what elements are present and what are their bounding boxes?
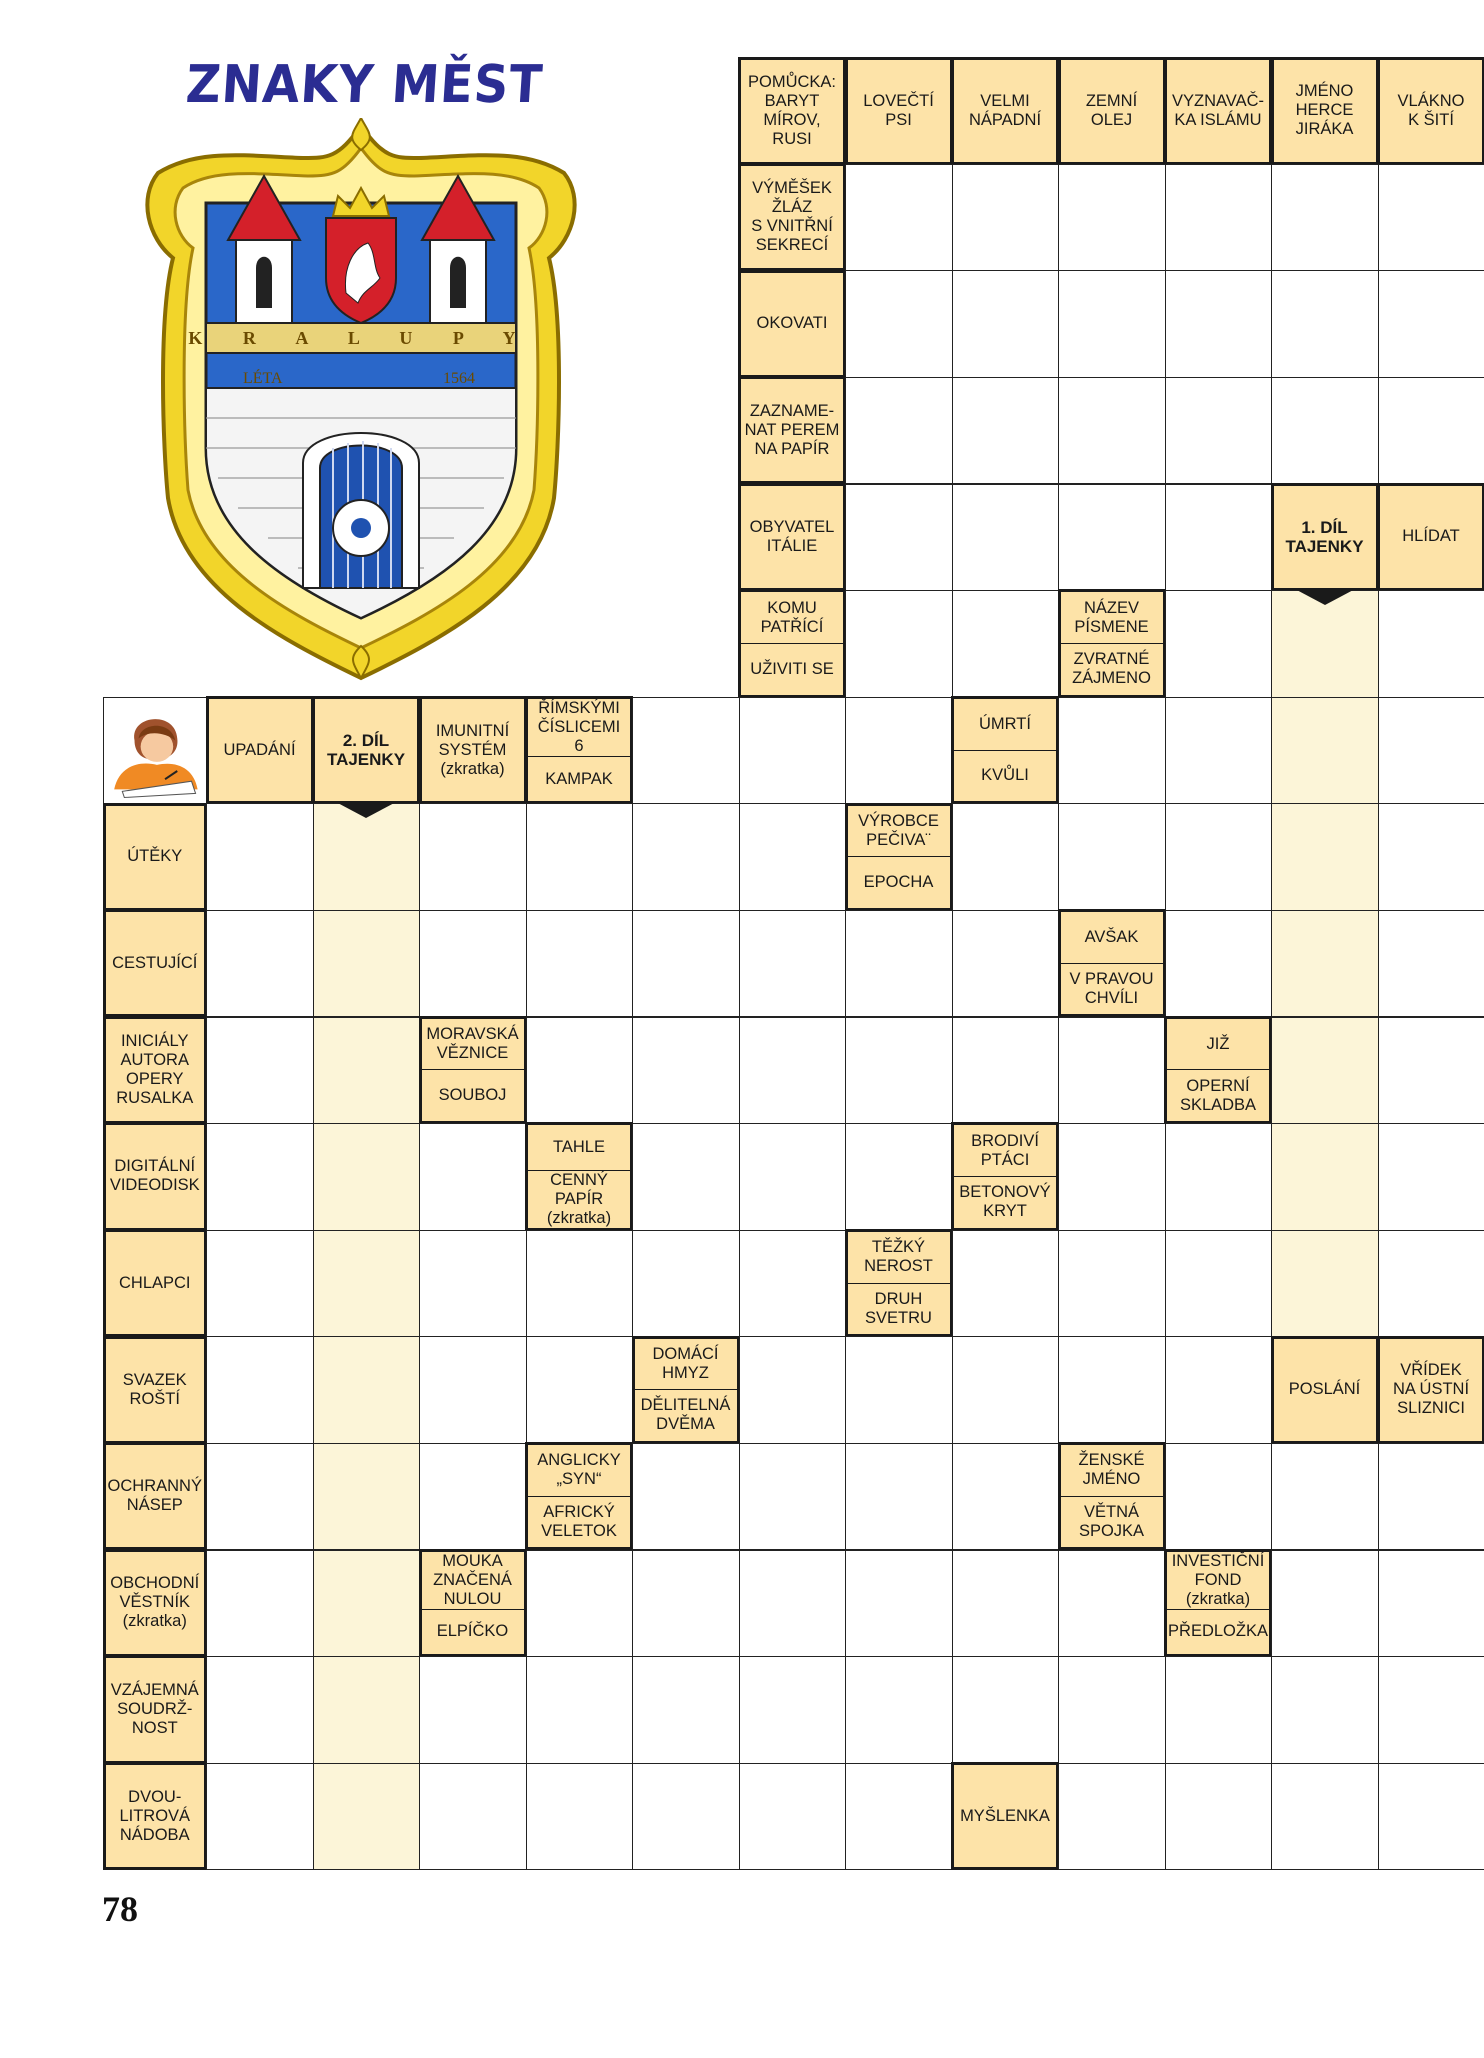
answer-cell[interactable] [1378,1123,1484,1230]
answer-cell[interactable] [845,1123,952,1230]
answer-cell[interactable] [952,1443,1059,1550]
clue-text: VYZNAVAČ- KA ISLÁMU [1172,91,1264,129]
answer-cell[interactable] [419,1336,526,1443]
empty-space [633,591,740,698]
crossword-grid [104,58,1484,2058]
clue-text: VÝROBCE PEČIVA¨ [858,811,939,849]
answer-cell[interactable] [1165,1336,1272,1443]
empty-space [527,378,634,485]
solution-cell[interactable] [313,1656,420,1763]
answer-cell[interactable] [632,803,739,910]
clue-text: KVŮLI [954,750,1056,802]
answer-cell[interactable] [739,1550,846,1657]
clue-avsak [1058,909,1166,1017]
empty-space [104,165,207,272]
answer-cell[interactable] [206,1443,313,1550]
answer-cell[interactable] [1058,270,1165,377]
answer-cell[interactable] [1058,1656,1165,1763]
clue-lovecti-psi [845,57,953,165]
answer-cell[interactable] [206,803,313,910]
clue-text: JIŽ [1206,1034,1230,1053]
answer-cell[interactable] [1058,1017,1165,1124]
answer-cell[interactable] [1271,1763,1378,1870]
clue-text: ŘÍMSKÝMI ČÍSLICEMI 6 [537,699,621,756]
answer-cell[interactable] [1271,270,1378,377]
answer-cell[interactable] [952,1656,1059,1763]
solution-cell[interactable] [313,1443,420,1550]
answer-cell[interactable] [739,910,846,1017]
answer-cell[interactable] [1058,803,1165,910]
clue-vlakno-k-siti [1377,57,1484,165]
clue-obyvatel-italie [738,483,846,591]
clue-text: TĚŽKÝ NEROST [864,1238,933,1276]
answer-cell[interactable] [1378,164,1484,271]
answer-cell[interactable] [952,1230,1059,1337]
clue-cestujici [103,909,208,1017]
clue-uteky [103,803,208,911]
clue-vymesek-zlaz [738,163,846,271]
answer-cell[interactable] [1058,1763,1165,1870]
page-title: ZNAKY MĚST [184,55,545,115]
clue-text: KAMPAK [528,756,630,801]
answer-cell[interactable] [526,1017,633,1124]
empty-space [633,165,740,272]
answer-cell[interactable] [1271,1550,1378,1657]
clue-jmeno-herce-jiraka [1271,57,1379,165]
answer-cell[interactable] [526,1230,633,1337]
clue-nazev-pismene [1058,589,1166,697]
clue-text: LOVEČTÍ PSI [863,91,934,129]
clue-text: VZÁJEMNÁ SOUDRŽ- NOST [110,1680,199,1737]
answer-cell[interactable] [1378,1763,1484,1870]
empty-space [104,378,207,485]
clue-text: ANGLICKY „SYN“ [537,1451,621,1489]
answer-cell[interactable] [952,484,1059,591]
clue-text: JMÉNO HERCE JIRÁKA [1295,82,1354,139]
clue-text: KOMU PATŘÍCÍ [760,598,824,636]
answer-cell[interactable] [739,1656,846,1763]
answer-cell[interactable] [206,1763,313,1870]
answer-cell[interactable] [845,484,952,591]
solution-cell[interactable] [1271,910,1378,1017]
clue-umrti [951,696,1059,804]
answer-cell[interactable] [1165,803,1272,910]
clue-text: ELPÍČKO [422,1609,524,1654]
clue-text: MORAVSKÁ VĚZNICE [426,1025,519,1063]
empty-space [527,484,634,591]
clue-text: NÁZEV PÍSMENE [1074,598,1149,636]
solution-cell[interactable] [1271,590,1378,697]
answer-cell[interactable] [739,1443,846,1550]
solution-cell[interactable] [313,910,420,1017]
answer-cell[interactable] [1378,1017,1484,1124]
answer-cell[interactable] [632,1017,739,1124]
empty-space [420,165,527,272]
answer-cell[interactable] [845,1336,952,1443]
answer-cell[interactable] [739,1763,846,1870]
answer-cell[interactable] [952,270,1059,377]
clue-text: MOUKA ZNAČENÁ NULOU [433,1551,512,1608]
answer-cell[interactable] [526,910,633,1017]
solution-cell[interactable] [313,1230,420,1337]
clue-text: ZVRATNÉ ZÁJMENO [1061,643,1163,695]
svg-text:K R A L U P Y: K R A L U P Y [188,328,534,348]
clue-velmi-napadni [951,57,1059,165]
clue-dil-tajenky-1 [1271,483,1379,591]
clue-text: OPERNÍ SKLADBA [1167,1069,1269,1121]
empty-space [420,58,527,165]
answer-cell[interactable] [1058,164,1165,271]
clue-jiz [1164,1016,1272,1124]
clue-tahle [525,1122,633,1230]
down-arrow-icon [1293,588,1357,605]
clue-upadani [206,696,314,804]
empty-space [633,271,740,378]
solution-cell[interactable] [313,1550,420,1657]
empty-space [314,271,421,378]
answer-cell[interactable] [419,1656,526,1763]
clue-text: OBCHODNÍ VĚSTNÍK (zkratka) [110,1574,200,1631]
answer-cell[interactable] [419,1230,526,1337]
empty-space [104,271,207,378]
answer-cell[interactable] [419,803,526,910]
answer-cell[interactable] [1378,697,1484,804]
answer-cell[interactable] [1378,803,1484,910]
empty-space [314,58,421,165]
clue-text: POSLÁNÍ [1288,1380,1361,1399]
clue-text: DOMÁCÍ HMYZ [652,1344,719,1382]
clue-text: UPADÁNÍ [223,740,296,759]
clue-vyrobce-peciva [845,803,953,911]
clue-text: DRUH SVETRU [848,1283,950,1335]
solution-cell[interactable] [1271,1017,1378,1124]
answer-cell[interactable] [952,1017,1059,1124]
empty-space [104,591,207,698]
answer-cell[interactable] [419,1443,526,1550]
clue-okovati [738,270,846,378]
clue-text: BRODIVÍ PTÁCI [971,1131,1039,1169]
solution-cell[interactable] [1271,803,1378,910]
clue-text: PŘEDLOŽKA [1167,1609,1269,1654]
answer-cell[interactable] [845,270,952,377]
solution-cell[interactable] [1271,1230,1378,1337]
empty-space [420,378,527,485]
clue-zaznamenat-perem [738,376,846,484]
clue-text: AFRICKÝ VELETOK [528,1496,630,1548]
answer-cell[interactable] [952,910,1059,1017]
solution-cell[interactable] [313,1336,420,1443]
clue-text: ÚMRTÍ [979,714,1031,733]
answer-cell[interactable] [526,803,633,910]
clue-text: OKOVATI [756,314,828,333]
answer-cell[interactable] [632,1230,739,1337]
clue-text: INVESTIČNÍ FOND (zkratka) [1171,1551,1265,1608]
empty-space [207,591,314,698]
answer-cell[interactable] [1058,1550,1165,1657]
solution-cell[interactable] [313,1763,420,1870]
clue-text: MYŠLENKA [960,1806,1050,1825]
clue-text: DVOU- LITROVÁ NÁDOBA [119,1787,191,1844]
answer-cell[interactable] [526,1336,633,1443]
child-writing-icon [104,698,206,803]
clue-text: OCHRANNÝ NÁSEP [107,1477,202,1515]
clue-text: VĚTNÁ SPOJKA [1061,1496,1163,1548]
answer-cell[interactable] [739,1017,846,1124]
clue-text: BETONOVÝ KRYT [954,1176,1056,1228]
clue-poslani [1271,1336,1379,1444]
clue-komu-patrici [738,589,846,697]
answer-cell[interactable] [206,1336,313,1443]
answer-cell[interactable] [1165,1656,1272,1763]
answer-cell[interactable] [845,377,952,484]
clue-vzajemna-soudrznost [103,1655,208,1763]
clue-obchodni-vestnik [103,1549,208,1657]
answer-cell[interactable] [1271,377,1378,484]
solution-cell[interactable] [1271,1123,1378,1230]
answer-cell[interactable] [1271,1656,1378,1763]
answer-cell[interactable] [845,164,952,271]
clue-inicialy-autora [103,1016,208,1124]
clue-text: ZEMNÍ OLEJ [1085,91,1138,129]
answer-cell[interactable] [419,1123,526,1230]
answer-cell[interactable] [952,803,1059,910]
answer-cell[interactable] [1378,377,1484,484]
answer-cell[interactable] [739,803,846,910]
answer-cell[interactable] [632,1763,739,1870]
answer-cell[interactable] [632,1443,739,1550]
answer-cell[interactable] [632,1550,739,1657]
clue-tezky-nerost [845,1229,953,1337]
answer-cell[interactable] [845,590,952,697]
clue-vridek [1377,1336,1484,1444]
clue-text: ŽENSKÉ JMÉNO [1078,1451,1145,1489]
clue-text: VELMI NÁPADNÍ [968,91,1042,129]
empty-space [207,58,314,165]
solution-cell[interactable] [313,1017,420,1124]
answer-cell[interactable] [845,1763,952,1870]
down-arrow-icon [334,801,398,818]
clue-text: 2. DÍL TAJENKY [326,731,406,770]
answer-cell[interactable] [1165,377,1272,484]
clue-text: VÝMĚŠEK ŽLÁZ S VNITŘNÍ SEKRECÍ [751,179,833,255]
answer-cell[interactable] [1271,164,1378,271]
clue-text: INICIÁLY AUTORA OPERY RUSALKA [116,1031,194,1107]
answer-cell[interactable] [526,1763,633,1870]
clue-text: CENNÝ PAPÍR (zkratka) [528,1170,630,1228]
answer-cell[interactable] [952,590,1059,697]
empty-space [314,591,421,698]
answer-cell[interactable] [206,1550,313,1657]
answer-cell[interactable] [1378,1443,1484,1550]
answer-cell[interactable] [1165,270,1272,377]
answer-cell[interactable] [1271,1443,1378,1550]
clue-dvoulitrova-nadoba [103,1762,208,1870]
answer-cell[interactable] [1058,377,1165,484]
clue-text: UŽIVITI SE [741,643,843,695]
clue-domaci-hmyz [632,1336,740,1444]
clue-zenske-jmeno [1058,1442,1166,1550]
empty-space [527,165,634,272]
svg-text:1564: 1564 [443,370,475,387]
answer-cell[interactable] [739,697,846,804]
answer-cell[interactable] [206,910,313,1017]
answer-cell[interactable] [1165,590,1272,697]
answer-cell[interactable] [526,1550,633,1657]
clue-text: AVŠAK [1084,928,1139,947]
clue-text: SVAZEK ROŠTÍ [122,1370,187,1408]
answer-cell[interactable] [419,1763,526,1870]
empty-space [314,378,421,485]
answer-cell[interactable] [206,1230,313,1337]
empty-space [207,271,314,378]
empty-space [633,58,740,165]
answer-cell[interactable] [1165,1230,1272,1337]
clue-text: POMŮCKA: BARYT MÍROV, RUSI [747,72,836,148]
clue-text: DĚLITELNÁ DVĚMA [635,1389,737,1441]
empty-space [104,58,207,165]
clue-text: VLÁKNO K ŠITÍ [1397,91,1465,129]
answer-cell[interactable] [206,1656,313,1763]
answer-cell[interactable] [1378,270,1484,377]
answer-cell[interactable] [1378,1230,1484,1337]
empty-space [207,484,314,591]
page-number: 78 [102,1889,138,1929]
answer-cell[interactable] [632,910,739,1017]
answer-cell[interactable] [632,1656,739,1763]
answer-cell[interactable] [739,1336,846,1443]
answer-cell[interactable] [419,910,526,1017]
solution-cell[interactable] [313,803,420,910]
clue-text: HLÍDAT [1402,527,1460,546]
clue-text: DIGITÁLNÍ VIDEODISK [109,1157,200,1195]
clue-text: CHLAPCI [118,1273,191,1292]
clue-text: TAHLE [553,1137,605,1156]
empty-space [527,58,634,165]
answer-cell[interactable] [845,1443,952,1550]
clue-text: EPOCHA [848,856,950,908]
answer-cell[interactable] [1378,590,1484,697]
empty-space [104,484,207,591]
answer-cell[interactable] [632,697,739,804]
empty-space [314,484,421,591]
answer-cell[interactable] [952,1550,1059,1657]
clue-text: CESTUJÍCÍ [112,953,198,972]
empty-space [420,591,527,698]
answer-cell[interactable] [845,1656,952,1763]
answer-cell[interactable] [526,1656,633,1763]
answer-cell[interactable] [1165,1123,1272,1230]
clue-chlapci [103,1229,208,1337]
answer-cell[interactable] [845,697,952,804]
clue-text: SOUBOJ [422,1069,524,1121]
answer-cell[interactable] [952,377,1059,484]
answer-cell[interactable] [1058,1123,1165,1230]
answer-cell[interactable] [1378,1550,1484,1657]
empty-space [207,378,314,485]
answer-cell[interactable] [845,1550,952,1657]
svg-text:LÉTA: LÉTA [243,370,283,387]
empty-space [527,591,634,698]
clue-imunitni-system [419,696,527,804]
answer-cell[interactable] [739,1123,846,1230]
clue-ochranny-nasep [103,1442,208,1550]
empty-space [633,378,740,485]
answer-cell[interactable] [1058,1336,1165,1443]
clue-pomucka [738,57,846,165]
answer-cell[interactable] [1058,697,1165,804]
answer-cell[interactable] [1165,697,1272,804]
answer-cell[interactable] [1165,164,1272,271]
clue-text: ZAZNAME- NAT PEREM NA PAPÍR [744,401,840,458]
answer-cell[interactable] [845,1017,952,1124]
clue-dil-tajenky-2 [312,696,420,804]
answer-cell[interactable] [739,1230,846,1337]
answer-cell[interactable] [1058,484,1165,591]
answer-cell[interactable] [845,910,952,1017]
answer-cell[interactable] [206,1123,313,1230]
answer-cell[interactable] [1165,1443,1272,1550]
solution-cell[interactable] [313,1123,420,1230]
clue-anglicky-syn [525,1442,633,1550]
answer-cell[interactable] [952,1336,1059,1443]
solver-illustration [103,697,207,804]
answer-cell[interactable] [952,164,1059,271]
clue-rimskymi-cislicemi [525,696,633,804]
answer-cell[interactable] [1165,1763,1272,1870]
answer-cell[interactable] [1165,484,1272,591]
clue-digitalni-videodisk [103,1122,208,1230]
clue-mouka [419,1549,527,1657]
solution-cell[interactable] [1271,697,1378,804]
clue-text: VŘÍDEK NA ÚSTNÍ SLIZNICI [1392,1361,1470,1418]
clue-text: OBYVATEL ITÁLIE [749,517,835,555]
empty-space [633,484,740,591]
clue-zemni-olej [1058,57,1166,165]
clue-moravska-veznice [419,1016,527,1124]
answer-cell[interactable] [1378,910,1484,1017]
answer-cell[interactable] [632,1123,739,1230]
answer-cell[interactable] [206,1017,313,1124]
clue-text: V PRAVOU CHVÍLI [1061,963,1163,1015]
empty-space [420,271,527,378]
clue-hlidat [1377,483,1484,591]
empty-space [420,484,527,591]
answer-cell[interactable] [1058,1230,1165,1337]
clue-vyznavacka-islamu [1164,57,1272,165]
empty-space [527,271,634,378]
clue-investicni-fond [1164,1549,1272,1657]
answer-cell[interactable] [1378,1656,1484,1763]
clue-svazek-rosti [103,1336,208,1444]
clue-text: ÚTĚKY [127,847,183,866]
empty-space [207,165,314,272]
clue-text: IMUNITNÍ SYSTÉM (zkratka) [435,721,510,778]
clue-myslenka [951,1762,1059,1870]
empty-space [314,165,421,272]
clue-text: 1. DÍL TAJENKY [1285,517,1364,556]
clue-brodivi-ptaci [951,1122,1059,1230]
answer-cell[interactable] [1165,910,1272,1017]
